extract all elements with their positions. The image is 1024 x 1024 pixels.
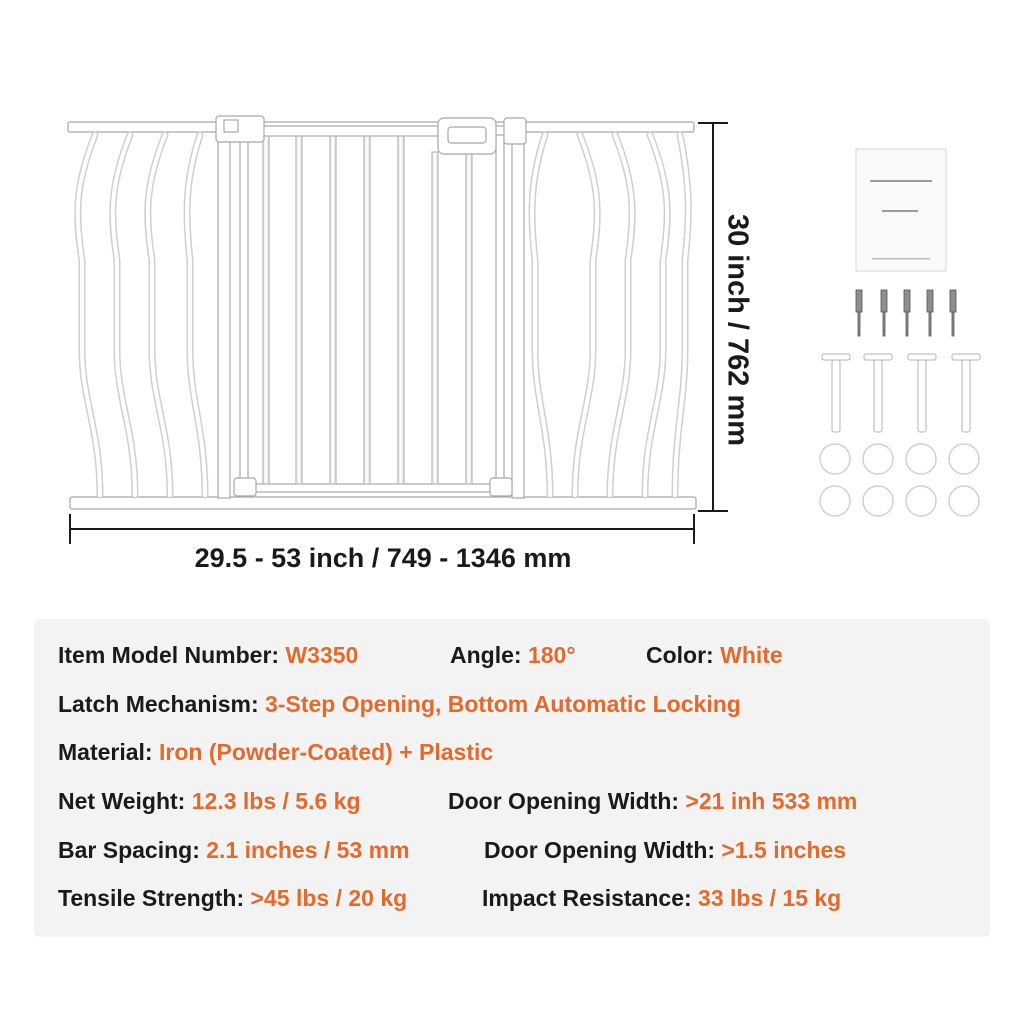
specifications-panel — [34, 619, 990, 937]
spec-value: 12.3 lbs / 5.6 kg — [191, 788, 361, 814]
spec-label: Net Weight: — [58, 788, 186, 814]
spec-label: Bar Spacing: — [58, 837, 200, 863]
spec-value: White — [720, 642, 783, 668]
spec-label: Material: — [58, 739, 153, 765]
spec-door-opening-width — [448, 788, 857, 815]
spec-label: Latch Mechanism: — [58, 691, 259, 717]
spec-value: W3350 — [285, 642, 359, 668]
spec-label: Impact Resistance: — [482, 885, 692, 911]
spec-color — [646, 642, 783, 669]
spec-label: Door Opening Width: — [448, 788, 680, 814]
spec-door-opening-width-2 — [484, 837, 846, 864]
spec-value: 2.1 inches / 53 mm — [206, 837, 410, 863]
height-dimension-label: 30 inch / 762 mm — [721, 213, 754, 447]
spec-value: 180° — [527, 642, 576, 668]
wall-cups-icon — [820, 444, 979, 516]
accessories — [820, 149, 980, 516]
spec-value: >45 lbs / 20 kg — [250, 885, 408, 911]
width-dimension-label: 29.5 - 53 inch / 749 - 1346 mm — [194, 543, 572, 573]
spec-value: 3-Step Opening, Bottom Automatic Locking — [265, 691, 741, 717]
spec-net-weight — [58, 788, 361, 815]
spec-impact-resistance — [482, 885, 841, 912]
baby-gate — [68, 116, 696, 509]
spec-item-model-number — [58, 642, 358, 669]
spec-label: Color: — [646, 642, 714, 668]
spec-label: Item Model Number: — [58, 642, 280, 668]
instruction-manual-icon — [856, 149, 946, 271]
spec-value: 33 lbs / 15 kg — [698, 885, 842, 911]
screws-icon — [856, 290, 956, 336]
spec-value: >21 inh 533 mm — [685, 788, 858, 814]
spec-label: Angle: — [450, 642, 522, 668]
spec-tensile-strength — [58, 885, 407, 912]
spec-material — [58, 739, 493, 766]
spec-latch-mechanism — [58, 691, 741, 718]
spec-bar-spacing — [58, 837, 410, 864]
width-dimension-line — [70, 514, 694, 544]
spec-label: Tensile Strength: — [58, 885, 245, 911]
pressure-bolts-icon — [822, 354, 980, 432]
spec-value: Iron (Powder-Coated) + Plastic — [158, 739, 494, 765]
spec-label: Door Opening Width: — [484, 837, 716, 863]
spec-value: >1.5 inches — [721, 837, 847, 863]
spec-angle — [450, 642, 576, 669]
